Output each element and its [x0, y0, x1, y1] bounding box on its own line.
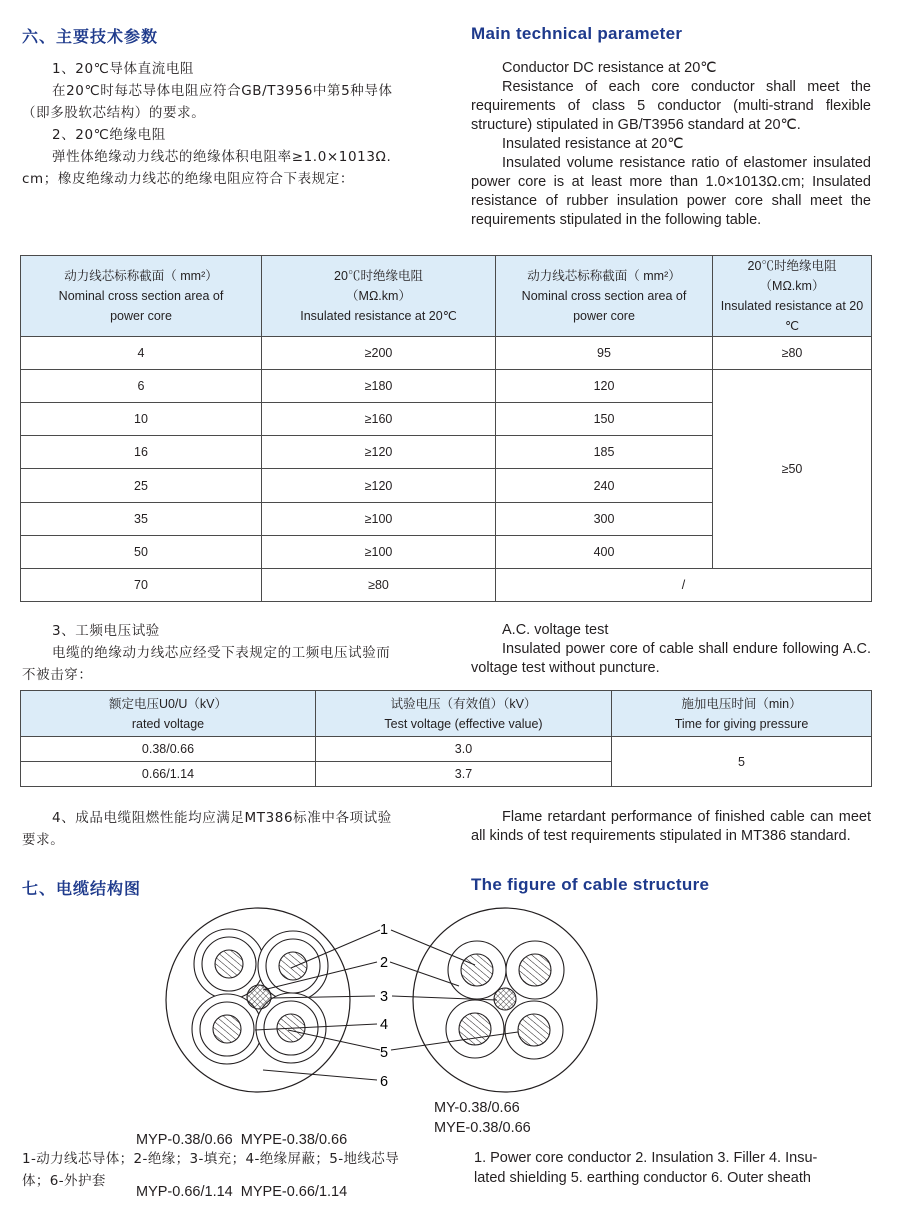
header-text: （MΩ.km） [346, 289, 411, 303]
legend-line: 1. Power core conductor 2. Insulation 3. Filler 4. Insu- [474, 1150, 818, 1166]
header-text: power core [573, 309, 635, 323]
cn-line: 1、20℃导体直流电阻 [52, 61, 195, 77]
callout-5: 5 [379, 1045, 389, 1061]
table-cell: 70 [21, 569, 262, 602]
cn-line: 4、成品电缆阻燃性能均应满足MT386标准中各项试验 [52, 810, 392, 826]
header-text: Nominal cross section area of [521, 289, 687, 303]
header-text: 试验电压（有效值）（kV） [390, 696, 537, 711]
cn-line: 3、工频电压试验 [52, 623, 160, 639]
section-6-title-en: Main technical parameter [471, 24, 683, 43]
conductor [215, 950, 243, 978]
table-cell: ≥120 [262, 436, 496, 469]
header-text: 额定电压U0/U（kV） [108, 696, 228, 711]
core [448, 941, 506, 999]
en-paragraph: Resistance of each core conductor shall meet the requirements of class 5 conductor (multi-strand flexible structure) stipulated in GB/T3956 standard at 20℃. [471, 79, 871, 133]
cn-line: 要求。 [22, 832, 65, 848]
table-cell: 6 [21, 370, 262, 403]
earth-core [505, 1001, 563, 1059]
cable-left [166, 908, 350, 1092]
callout-6: 6 [379, 1074, 389, 1090]
en-paragraph: Flame retardant performance of finished cable can meet all kinds of test requirements stipulated in MT386 standard. [471, 809, 871, 844]
header-text: Test voltage (effective value) [384, 716, 543, 731]
table-cell: 95 [496, 337, 713, 370]
section-7-title-cn: 七、电缆结构图 [22, 879, 142, 898]
header-text: 施加电压时间（min） [681, 696, 802, 711]
cn-line: 2、20℃绝缘电阻 [52, 127, 166, 143]
table-cell: 300 [496, 503, 713, 536]
table-cell: 0.66/1.14 [21, 762, 316, 787]
model-line: MYP-0.66/1.14 MYPE-0.66/1.14 [136, 1184, 348, 1200]
model-line: MYE-0.38/0.66 [434, 1120, 531, 1136]
cn-line: 不被击穿： [22, 667, 93, 683]
callout-labels [380, 922, 388, 1090]
header-text: Time for giving pressure [674, 716, 809, 731]
table-cell: ≥180 [262, 370, 496, 403]
table-cell: 3.7 [316, 762, 612, 787]
table-cell: ≥100 [262, 503, 496, 536]
table-cell: 3.0 [316, 737, 612, 762]
legend-line: lated shielding 5. earthing conductor 6. Outer sheath [474, 1170, 811, 1186]
table-cell: 10 [21, 403, 262, 436]
conductor [518, 1014, 550, 1046]
table-cell: 400 [496, 536, 713, 569]
table-cell: 0.38/0.66 [21, 737, 316, 762]
conductor [459, 1013, 491, 1045]
model-names-right [434, 1100, 531, 1136]
conductor [461, 954, 493, 986]
cn-line: cm；橡皮绝缘动力线芯的绝缘电阻应符合下表规定： [22, 171, 354, 187]
table-cell: ≥80 [262, 569, 496, 602]
conductor [279, 952, 307, 980]
table-cell: ≥160 [262, 403, 496, 436]
model-line: MYP-0.38/0.66 MYPE-0.38/0.66 [136, 1132, 348, 1148]
header-text: Insulated resistance at 20 [720, 299, 864, 313]
header-text: power core [110, 309, 172, 323]
legend-en [474, 1148, 884, 1188]
table-cell: 50 [21, 536, 262, 569]
table-cell: ≥120 [262, 469, 496, 503]
table-cell: ≥80 [713, 337, 872, 370]
header-text: 20℃时绝缘电阻 [334, 269, 423, 283]
table-cell: 120 [496, 370, 713, 403]
header-text: Nominal cross section area of [58, 289, 224, 303]
cn-line: 在20℃时每芯导体电阻应符合GB/T3956中第5种导体 [52, 83, 393, 99]
core [446, 1000, 504, 1058]
callout-3: 3 [379, 989, 389, 1005]
merged-cell: ≥50 [713, 370, 872, 569]
en-line: Insulated resistance at 20℃ [502, 136, 684, 152]
callout-2: 2 [379, 955, 389, 971]
table-cell: 25 [21, 469, 262, 503]
table-cell: 185 [496, 436, 713, 469]
en-paragraph: Insulated power core of cable shall endure following A.C. voltage test without puncture. [471, 641, 871, 676]
table-cell: 150 [496, 403, 713, 436]
conductor [519, 954, 551, 986]
en-line: A.C. voltage test [502, 622, 609, 638]
en-paragraph: Insulated volume resistance ratio of elastomer insulated power core is at least more than 1.0×1013Ω.cm; Insulated resistance of rubber insulation power core shall meet the requirements stipulated in the following table. [471, 155, 871, 228]
filler [494, 988, 516, 1010]
cn-line: （即多股软芯结构）的要求。 [22, 105, 206, 121]
table-cell: 4 [21, 337, 262, 370]
table-cell: ≥100 [262, 536, 496, 569]
header-text: rated voltage [131, 716, 205, 731]
header-text: 动力线芯标称截面（ mm²） [64, 269, 218, 283]
section-6-title-cn: 六、主要技术参数 [22, 27, 159, 46]
cn-line: 弹性体绝缘动力线芯的绝缘体积电阻率≥1.0×1013Ω. [52, 149, 392, 165]
callout-1: 1 [379, 922, 389, 938]
callout-4: 4 [379, 1017, 389, 1033]
table-cell: / [496, 569, 872, 602]
cn-line: 电缆的绝缘动力线芯应经受下表规定的工频电压试验而 [52, 645, 391, 661]
header-text: 动力线芯标称截面（ mm²） [527, 269, 681, 283]
merged-cell: 5 [612, 737, 872, 787]
header-text: ℃ [784, 319, 800, 333]
core [506, 941, 564, 999]
en-line: Conductor DC resistance at 20℃ [502, 60, 717, 76]
table-cell: 16 [21, 436, 262, 469]
conductor [213, 1015, 241, 1043]
cable-right [413, 908, 597, 1092]
table-cell: ≥200 [262, 337, 496, 370]
legend-line: 1-动力线芯导体；2-绝缘；3-填充；4-绝缘屏蔽；5-地线芯导 [22, 1151, 400, 1167]
legend-cn [22, 1148, 442, 1192]
legend-line: 体；6-外护套 [22, 1173, 106, 1189]
header-text: （MΩ.km） [759, 279, 825, 293]
header-text: Insulated resistance at 20℃ [300, 309, 457, 323]
header-text: 20℃时绝缘电阻 [747, 259, 837, 273]
section-7-title-en: The figure of cable structure [471, 875, 710, 894]
table-cell: 240 [496, 469, 713, 503]
table-cell: 35 [21, 503, 262, 536]
model-line: MY-0.38/0.66 [434, 1100, 520, 1116]
